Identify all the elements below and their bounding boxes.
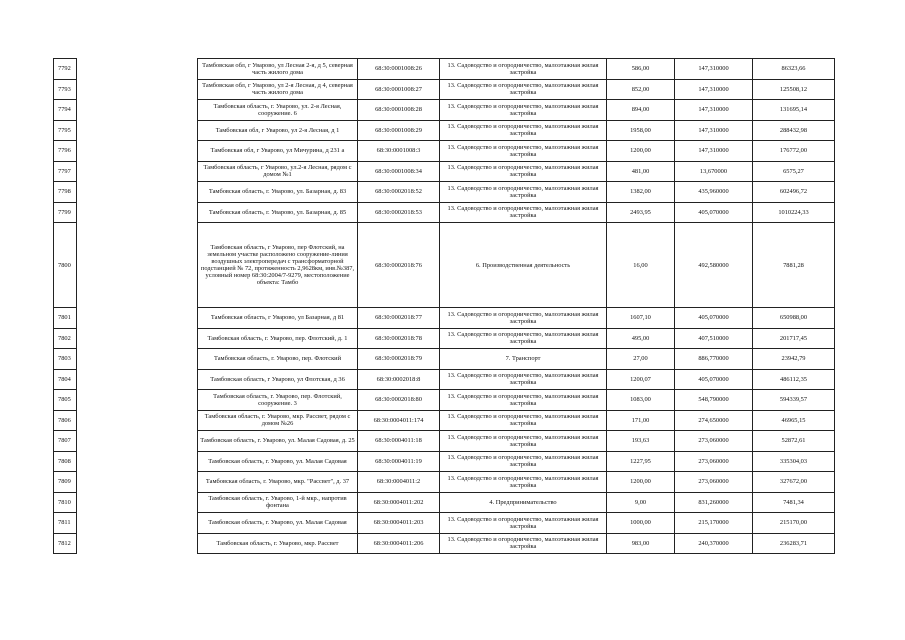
empty-cell [77,79,198,100]
area-cell: 1083,00 [607,390,675,411]
empty-cell [77,390,198,411]
cadastral-number-cell: 68:30:0002018:78 [358,328,440,349]
cadastral-number-cell: 68:30:0002018:53 [358,202,440,223]
row-number-cell: 7800 [54,223,77,308]
row-number-cell: 7798 [54,182,77,203]
land-use-cell: 7. Транспорт [440,349,607,370]
land-use-cell: 13. Садоводство и огородничество, малоэтажная жилая застройка [440,410,607,431]
table-row [54,161,835,182]
address-cell: Тамбовская область, г. Уварово, мкр. Рассвет, рядом с домом №26 [198,410,358,431]
empty-cell [77,202,198,223]
empty-cell [77,533,198,554]
table-row [54,59,835,80]
area-cell: 1200,00 [607,141,675,162]
area-cell: 1000,00 [607,513,675,534]
table-row [54,472,835,493]
row-number-cell: 7810 [54,492,77,513]
address-cell: Тамбовская область, г. Уварово, ул. Малая Садовая [198,513,358,534]
specific-value-cell: 147,310000 [675,59,753,80]
area-cell: 193,63 [607,431,675,452]
cadastral-value-cell: 23942,79 [753,349,835,370]
empty-cell [77,410,198,431]
row-number-cell: 7806 [54,410,77,431]
address-cell: Тамбовская область, г Уварово, ул Базарная, д 81 [198,308,358,329]
cadastral-value-cell: 176772,00 [753,141,835,162]
land-use-cell: 13. Садоводство и огородничество, малоэтажная жилая застройка [440,161,607,182]
cadastral-value-cell: 215170,00 [753,513,835,534]
area-cell: 852,00 [607,79,675,100]
specific-value-cell: 13,670000 [675,161,753,182]
row-number-cell: 7812 [54,533,77,554]
cadastral-value-cell: 236283,71 [753,533,835,554]
specific-value-cell: 147,310000 [675,141,753,162]
cadastral-value-cell: 7481,34 [753,492,835,513]
cadastral-number-cell: 68:30:0001008:29 [358,120,440,141]
cadastral-number-cell: 68:30:0004011:2 [358,472,440,493]
table-row [54,431,835,452]
area-cell: 1200,00 [607,472,675,493]
address-cell: Тамбовская область, г. Уварово, 1-й мкр., напротив фонтана [198,492,358,513]
address-cell: Тамбовская область, г. Уварово, ул. Малая Садовая, д. 25 [198,431,358,452]
cadastral-number-cell: 68:30:0004011:206 [358,533,440,554]
address-cell: Тамбовская область, г Уварово, ул Флотская, д 36 [198,369,358,390]
land-use-cell: 13. Садоводство и огородничество, малоэтажная жилая застройка [440,431,607,452]
row-number-cell: 7803 [54,349,77,370]
cadastral-number-cell: 68:30:0002018:80 [358,390,440,411]
row-number-cell: 7792 [54,59,77,80]
cadastral-number-cell: 68:30:0001008:27 [358,79,440,100]
address-cell: Тамбовская область, г. Уварово, мкр. "Рассвет", д. 37 [198,472,358,493]
cadastral-number-cell: 68:30:0004011:203 [358,513,440,534]
area-cell: 1227,95 [607,451,675,472]
specific-value-cell: 492,580000 [675,223,753,308]
specific-value-cell: 407,510000 [675,328,753,349]
row-number-cell: 7796 [54,141,77,162]
table-row [54,120,835,141]
land-use-cell: 13. Садоводство и огородничество, малоэтажная жилая застройка [440,59,607,80]
table-row [54,223,835,308]
land-use-cell: 13. Садоводство и огородничество, малоэтажная жилая застройка [440,451,607,472]
cadastral-number-cell: 68:30:0004011:18 [358,431,440,452]
table-row [54,369,835,390]
cadastral-value-cell: 46965,15 [753,410,835,431]
empty-cell [77,308,198,329]
row-number-cell: 7799 [54,202,77,223]
land-use-cell: 13. Садоводство и огородничество, малоэтажная жилая застройка [440,308,607,329]
cadastral-value-cell: 125508,12 [753,79,835,100]
area-cell: 481,00 [607,161,675,182]
row-number-cell: 7808 [54,451,77,472]
table-row [54,390,835,411]
area-cell: 16,00 [607,223,675,308]
empty-cell [77,431,198,452]
cadastral-value-cell: 6575,27 [753,161,835,182]
land-use-cell: 13. Садоводство и огородничество, малоэтажная жилая застройка [440,472,607,493]
land-use-cell: 4. Предпринимательство [440,492,607,513]
address-cell: Тамбовская область, г. Уварово, пер. Флотский [198,349,358,370]
row-number-cell: 7797 [54,161,77,182]
land-use-cell: 13. Садоводство и огородничество, малоэтажная жилая застройка [440,390,607,411]
land-use-cell: 13. Садоводство и огородничество, малоэтажная жилая застройка [440,202,607,223]
area-cell: 1607,10 [607,308,675,329]
area-cell: 495,00 [607,328,675,349]
land-use-cell: 6. Производственная деятельность [440,223,607,308]
table-row [54,100,835,121]
cadastral-value-cell: 335304,03 [753,451,835,472]
specific-value-cell: 405,070000 [675,369,753,390]
cadastral-value-cell: 131695,14 [753,100,835,121]
address-cell: Тамбовская обл, г Уварово, ул 2-я Лесная, д 1 [198,120,358,141]
table-row [54,410,835,431]
cadastral-number-cell: 68:30:0002018:8 [358,369,440,390]
address-cell: Тамбовская область, г. Уварово, ул. Базарная, д. 85 [198,202,358,223]
area-cell: 983,00 [607,533,675,554]
empty-cell [77,223,198,308]
cadastral-value-cell: 86323,66 [753,59,835,80]
empty-cell [77,451,198,472]
table-row [54,182,835,203]
row-number-cell: 7809 [54,472,77,493]
address-cell: Тамбовская обл, г Уварово, ул Мичурина, д 231 а [198,141,358,162]
specific-value-cell: 274,650000 [675,410,753,431]
specific-value-cell: 147,310000 [675,79,753,100]
area-cell: 1958,00 [607,120,675,141]
specific-value-cell: 147,310000 [675,100,753,121]
cadastral-value-cell: 327672,00 [753,472,835,493]
area-cell: 894,00 [607,100,675,121]
land-use-cell: 13. Садоводство и огородничество, малоэтажная жилая застройка [440,369,607,390]
empty-cell [77,328,198,349]
table-row [54,79,835,100]
address-cell: Тамбовская область, г. Уварово, ул. Малая Садовая [198,451,358,472]
land-use-cell: 13. Садоводство и огородничество, малоэтажная жилая застройка [440,513,607,534]
empty-cell [77,369,198,390]
empty-cell [77,472,198,493]
address-cell: Тамбовская обл, г Уварово, ул 2-я Лесная, д 4, северная часть жилого дома [198,79,358,100]
row-number-cell: 7802 [54,328,77,349]
row-number-cell: 7795 [54,120,77,141]
cadastral-number-cell: 68:30:0004011:19 [358,451,440,472]
address-cell: Тамбовская область, г Уварово, пер Флотский, на земельном участке расположено сооружение-линия воздушных электропередач с трансформаторной подстанцией № 72, протяженность 2,9628км, инв.№387, условный номер 68:30:2004/7-9279, местоположение объекта: Тамбо [198,223,358,308]
cadastral-number-cell: 68:30:0004011:202 [358,492,440,513]
table-row [54,451,835,472]
empty-cell [77,161,198,182]
land-use-cell: 13. Садоводство и огородничество, малоэтажная жилая застройка [440,79,607,100]
row-number-cell: 7805 [54,390,77,411]
row-number-cell: 7794 [54,100,77,121]
address-cell: Тамбовская область, г Уварово, ул.2-я Лесная, рядом с домом №1 [198,161,358,182]
table-row [54,202,835,223]
cadastral-number-cell: 68:30:0002018:76 [358,223,440,308]
empty-cell [77,492,198,513]
row-number-cell: 7811 [54,513,77,534]
row-number-cell: 7793 [54,79,77,100]
cadastral-value-cell: 201717,45 [753,328,835,349]
land-use-cell: 13. Садоводство и огородничество, малоэтажная жилая застройка [440,100,607,121]
cadastral-number-cell: 68:30:0001008:3 [358,141,440,162]
table-row [54,513,835,534]
address-cell: Тамбовская область, г. Уварово, пер. Флотский, д. 1 [198,328,358,349]
address-cell: Тамбовская область, г. Уварово, пер. Флотский, сооружение. 3 [198,390,358,411]
cadastral-value-cell: 602496,72 [753,182,835,203]
specific-value-cell: 435,960000 [675,182,753,203]
table-row [54,308,835,329]
row-number-cell: 7801 [54,308,77,329]
cadastral-value-cell: 7881,28 [753,223,835,308]
cadastral-value-cell: 594339,57 [753,390,835,411]
cadastral-number-cell: 68:30:0002018:77 [358,308,440,329]
area-cell: 171,00 [607,410,675,431]
address-cell: Тамбовская область, г. Уварово, ул. 2-я Лесная, сооружение. 6 [198,100,358,121]
specific-value-cell: 548,790000 [675,390,753,411]
specific-value-cell: 886,770000 [675,349,753,370]
empty-cell [77,513,198,534]
cadastral-number-cell: 68:30:0004011:174 [358,410,440,431]
cadastral-value-cell: 650988,00 [753,308,835,329]
area-cell: 9,00 [607,492,675,513]
land-use-cell: 13. Садоводство и огородничество, малоэтажная жилая застройка [440,182,607,203]
cadastral-number-cell: 68:30:0001008:28 [358,100,440,121]
area-cell: 2493,95 [607,202,675,223]
area-cell: 27,00 [607,349,675,370]
address-cell: Тамбовская область, г. Уварово, мкр. Рассвет [198,533,358,554]
cadastral-number-cell: 68:30:0002018:52 [358,182,440,203]
empty-cell [77,59,198,80]
address-cell: Тамбовская обл, г Уварово, ул Лесная 2-я, д 5, северная часть жилого дома [198,59,358,80]
cadastral-value-cell: 288432,98 [753,120,835,141]
empty-cell [77,182,198,203]
cadastral-number-cell: 68:30:0001008:26 [358,59,440,80]
specific-value-cell: 215,170000 [675,513,753,534]
area-cell: 586,00 [607,59,675,80]
land-use-cell: 13. Садоводство и огородничество, малоэтажная жилая застройка [440,120,607,141]
table-row [54,533,835,554]
empty-cell [77,141,198,162]
land-use-cell: 13. Садоводство и огородничество, малоэтажная жилая застройка [440,533,607,554]
cadastral-value-table [53,58,835,554]
cadastral-number-cell: 68:30:0002018:79 [358,349,440,370]
area-cell: 1382,00 [607,182,675,203]
specific-value-cell: 405,070000 [675,308,753,329]
area-cell: 1200,07 [607,369,675,390]
row-number-cell: 7804 [54,369,77,390]
specific-value-cell: 147,310000 [675,120,753,141]
cadastral-value-cell: 1010224,33 [753,202,835,223]
land-use-cell: 13. Садоводство и огородничество, малоэтажная жилая застройка [440,141,607,162]
address-cell: Тамбовская область, г. Уварово, ул. Базарная, д. 83 [198,182,358,203]
row-number-cell: 7807 [54,431,77,452]
cadastral-number-cell: 68:30:0001008:34 [358,161,440,182]
cadastral-value-cell: 52872,61 [753,431,835,452]
specific-value-cell: 273,060000 [675,451,753,472]
specific-value-cell: 831,260000 [675,492,753,513]
empty-cell [77,349,198,370]
specific-value-cell: 273,060000 [675,431,753,452]
cadastral-value-cell: 486112,35 [753,369,835,390]
table-row [54,328,835,349]
empty-cell [77,120,198,141]
table-row [54,349,835,370]
empty-cell [77,100,198,121]
table-row [54,141,835,162]
table-row [54,492,835,513]
land-use-cell: 13. Садоводство и огородничество, малоэтажная жилая застройка [440,328,607,349]
specific-value-cell: 405,070000 [675,202,753,223]
specific-value-cell: 240,370000 [675,533,753,554]
specific-value-cell: 273,060000 [675,472,753,493]
